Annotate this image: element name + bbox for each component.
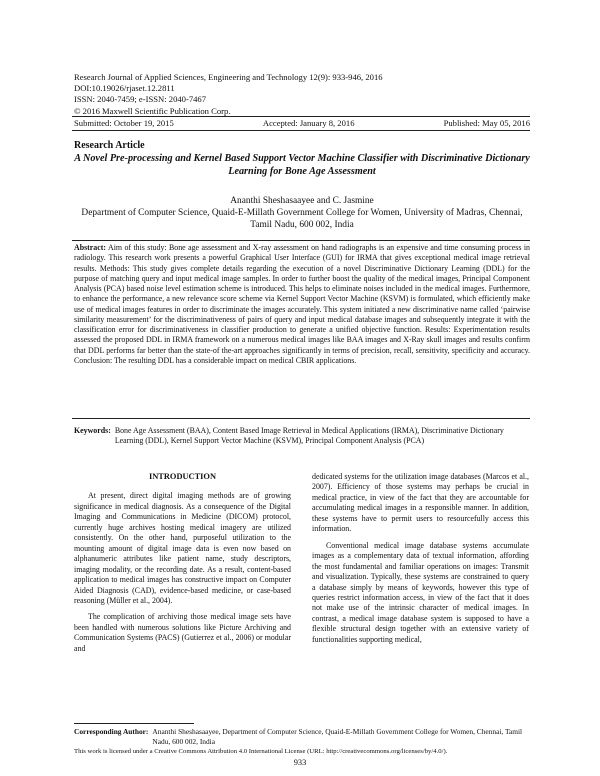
header-divider-top xyxy=(72,116,530,117)
corresponding-text: Ananthi Sheshasaayee, Department of Computer Science, Quaid-E-Millath Government College for Women, Chennai, Tamil Nadu, 600 002, India xyxy=(152,727,523,746)
copyright: © 2016 Maxwell Scientific Publication Corp. xyxy=(74,105,231,116)
header-divider-bottom xyxy=(72,130,530,131)
section-heading-introduction: INTRODUCTION xyxy=(148,472,216,481)
doi: DOI:10.19026/rjaset.12.2811 xyxy=(74,83,175,94)
journal-info xyxy=(74,72,383,117)
article-type: Research Article xyxy=(74,140,145,151)
accepted-date: Accepted: January 8, 2016 xyxy=(262,118,355,128)
corresponding-label: Corresponding Author: xyxy=(74,727,149,736)
paragraph: The complication of archiving those medical image sets have been handled with numerous solutions like Picture Archiving and Communication Systems (PACS) (Gutierrez et al., 2006) or modular and xyxy=(74,612,291,653)
corresponding-author xyxy=(74,727,530,746)
page-number: 933 xyxy=(293,758,307,767)
issn: ISSN: 2040-7459; e-ISSN: 2040-7467 xyxy=(74,94,207,105)
keywords xyxy=(74,426,530,447)
body-column-right xyxy=(312,472,529,651)
paragraph: Conventional medical image database systems accumulate images as a complementary data of textual information, affording the most fundamental and familiar operations on images: Transmit and visualization. Typically, these systems are constrained to query a database simply by means of keywords, however this type of queries restrict information access, in view of the fact that it does not make use of the intrinsic character of medical images. In contrast, a medical image database system is supposed to have a flexible structural design together with an extensive variety of functionalities supporting medical, xyxy=(312,540,529,644)
abstract-label: Abstract: xyxy=(74,243,106,252)
paper-title: A Novel Pre-processing and Kernel Based Support Vector Machine Classifier with Discriminative Dictionary Learning for Bone Age Assessment xyxy=(74,153,530,177)
license-notice: This work is licensed under a Creative Commons Attribution 4.0 International License (URL: http://creativecommons.org/licenses/by/4.0/). xyxy=(74,748,448,755)
authors: Ananthi Sheshasaayee and C. Jasmine xyxy=(230,196,374,206)
abstract-divider-bottom xyxy=(72,418,530,419)
paragraph: At present, direct digital imaging methods are of growing significance in medical diagnosis. As a consequence of the Digital Imaging and Communications in Medicine (DICOM) protocol, currently huge archives hosting medical imagery are utilized consistently. On the other hand, purposeful utilization to the mounting amount of digital image data is even now based on alphanumeric attributes like patient name, study descriptors, imaging modality, or the recording date. As a result, content-based application to medical images has constructive impact on Computer Aided Diagnosis (CAD), evidence-based medicine, or case-based reasoning (Müller et al., 2004). xyxy=(74,491,291,605)
keywords-label: Keywords: xyxy=(74,426,111,435)
affiliation: Department of Computer Science, Quaid-E-Millath Government College for Women, University of Madras, Chennai, Tamil Nadu, 600 002, India xyxy=(81,208,523,230)
keywords-text: Bone Age Assessment (BAA), Content Based Image Retrieval in Medical Applications (IRMA), Discriminative Dictionary Learning (DDL), Kernel Support Vector Machine (KSVM), Principal Component Analysis (PCA) xyxy=(114,426,504,446)
paragraph: dedicated systems for the utilization image databases (Marcos et al., 2007). Efficiency of those systems may perhaps be crucial in medical practice, in view of the fact that they are accountable for accumulating medical images in a responsible manner. In addition, these systems have to permit users to resourcefully access this information. xyxy=(312,472,529,534)
abstract xyxy=(74,243,530,366)
published-date: Published: May 05, 2016 xyxy=(443,118,530,128)
submitted-date: Submitted: October 19, 2015 xyxy=(74,118,174,128)
publication-dates xyxy=(74,118,530,128)
journal-citation: Research Journal of Applied Sciences, Engineering and Technology 12(9): 933-946, 2016 xyxy=(74,72,383,82)
body-column-left xyxy=(74,472,291,660)
footnote-divider xyxy=(74,723,194,724)
abstract-divider-top xyxy=(72,240,530,241)
abstract-text: Aim of this study: Bone age assessment and X-ray assessment on hand radiographs is an expensive and time consuming process in radiology. This research work presents a powerful Graphical User Interface (GUI) for IRMA that gives exceptional medical image retrieval results. Methods: This study gives complete details regarding the execution of a novel Discriminative Dictionary Learning (DDL) for the purpose of matching query and input medical image samples. In order to further boost the quality of the medical images, Principal Component Analysis (PCA) based noise level estimation scheme is introduced. This helps to eliminate noises included in the medical images. Furthermore, to enhance the performance, a new relevance score scheme via Kernel Support Vector Machine (KSVM) is formulated, which efficiently make use of medical images features in order to discriminate the images accurately. This system initiated a new discriminative name called ‘pairwise similarity measurement’ for the discriminativeness of pairs of query and input medical database images and subsequently integrate it with the classification error for discriminativeness in classifier production to generate a unified objective function. Results: Experimentation results assessed the proposed DDL in IRMA framework on a numerous medical images like BAA images and X-Ray skull images and results confirm that DDL performs far better than the state-of the-art approaches significantly in terms of precision, recall, sensitivity, specificity and accuracy. Conclusion: The resulting DDL has a considerable impact on medical CBIR applications. xyxy=(74,243,530,365)
